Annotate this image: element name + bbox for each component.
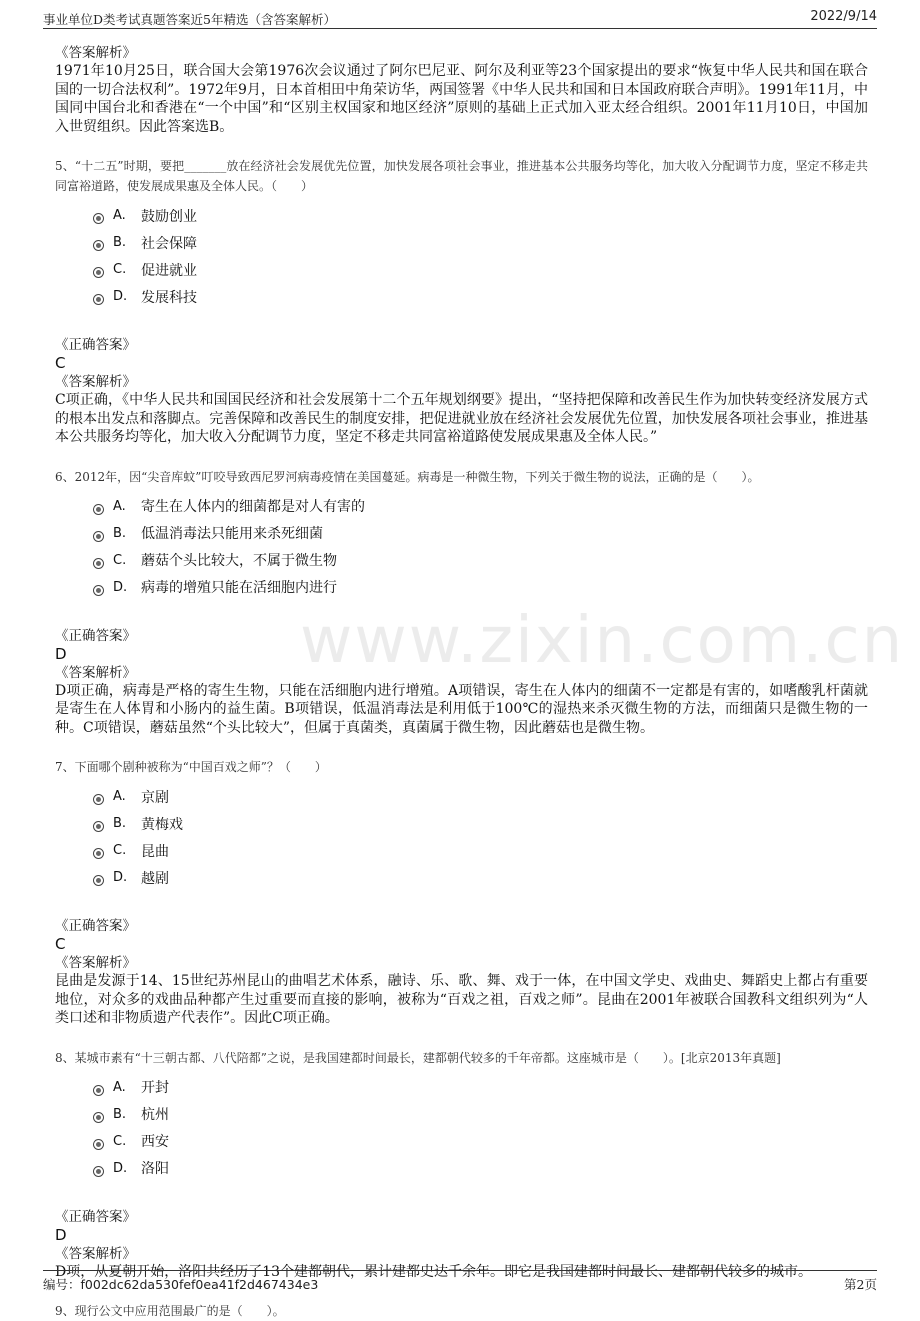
- analysis-label: 《答案解析》: [55, 955, 136, 971]
- analysis-text: D项正确，病毒是严格的寄生生物，只能在活细胞内进行增殖。A项错误，寄生在人体内的细菌不一定都是有害的，如嗜酸乳杆菌就是寄生在人体胃和小肠内的益生菌。B项错误，低温消毒法是利用低于100℃的湿热来杀灭微生物的方法，而细菌只是微生物的一种。C项错误，蘑菇虽然“个头比较大”，但属于真菌类，真菌属于微生物，因此蘑菇也是微生物。: [55, 682, 868, 736]
- option-a[interactable]: A. 开封: [93, 1074, 868, 1101]
- correct-answer-label: 《正确答案》: [55, 1208, 136, 1225]
- question-block-8: [55, 1048, 868, 1282]
- radio-icon[interactable]: [93, 1139, 104, 1150]
- radio-icon[interactable]: [93, 585, 104, 596]
- analysis-text: 昆曲是发源于14、15世纪苏州昆山的曲唱艺术体系，融诗、乐、歌、舞、戏于一体，在中国文学史、戏曲史、舞蹈史上都占有重要地位，对众多的戏曲品种都产生过重要而直接的影响，被称为“百戏之祖，百戏之师”。昆曲在2001年被联合国教科文组织列为“人类口述和非物质遗产代表作”。因此C项正确。: [55, 973, 868, 1026]
- option-text: 黄梅戏: [141, 816, 183, 833]
- option-text: 越剧: [141, 870, 169, 887]
- option-c[interactable]: C. 西安: [93, 1128, 868, 1155]
- option-c[interactable]: C. 促进就业: [93, 256, 868, 283]
- page-header: [43, 6, 877, 29]
- watermark: www.zixin.com.cn: [300, 604, 905, 678]
- option-list: [93, 202, 868, 310]
- option-text: 发展科技: [141, 289, 197, 306]
- radio-icon[interactable]: [93, 1112, 104, 1123]
- option-text: 鼓励创业: [141, 208, 197, 225]
- option-c[interactable]: C. 蘑菇个头比较大，不属于微生物: [93, 547, 868, 574]
- option-text: 蘑菇个头比较大，不属于微生物: [141, 553, 337, 569]
- question-text: 7、下面哪个剧种被称为“中国百戏之师”？（ ）: [55, 760, 327, 774]
- question-block-6: [55, 467, 868, 738]
- page-footer: [43, 1270, 877, 1293]
- radio-icon[interactable]: [93, 848, 104, 859]
- option-text: 京剧: [141, 789, 169, 806]
- document-code: [43, 1275, 318, 1293]
- correct-answer-label: 《正确答案》: [55, 337, 136, 353]
- question-text: 5、“十二五”时期，要把_______放在经济社会发展优先位置，加快发展各项社会事业，推进基本公共服务均等化，加大收入分配调节力度，坚定不移走共同富裕道路，使发展成果惠及全体人民。（ ）: [55, 159, 868, 193]
- option-text: 昆曲: [141, 843, 169, 860]
- radio-icon[interactable]: [93, 821, 104, 832]
- option-b[interactable]: B. 杭州: [93, 1101, 868, 1128]
- correct-answer: D: [55, 1225, 67, 1244]
- radio-icon[interactable]: [93, 504, 104, 515]
- prev-analysis-text: 1971年10月25日，联合国大会第1976次会议通过了阿尔巴尼亚、阿尔及利亚等23个国家提出的要求“恢复中华人民共和国在联合国的一切合法权利”。1972年9月，日本首相田中角荣访华，两国签署《中华人民共和国和日本国政府联合声明》。1991年11月，中国同中国台北和香港在“一个中国”和“区别主权国家和地区经济”原则的基础上正式加入亚太经合组织。2001年11月10日，中国加入世贸组织。因此答案选B。: [55, 63, 868, 135]
- radio-icon[interactable]: [93, 240, 104, 251]
- option-text: 促进就业: [141, 262, 197, 279]
- question-block-7: [55, 757, 868, 1028]
- option-b[interactable]: B. 低温消毒法只能用来杀死细菌: [93, 520, 868, 547]
- option-text: 西安: [141, 1134, 169, 1150]
- document-title: 事业单位D类考试真题答案近5年精选（含答案解析）: [43, 12, 336, 27]
- option-b[interactable]: B. 黄梅戏: [93, 810, 868, 837]
- radio-icon[interactable]: [93, 1166, 104, 1177]
- correct-answer: C: [55, 935, 66, 953]
- document-date: 2022/9/14: [810, 9, 877, 24]
- radio-icon[interactable]: [93, 875, 104, 886]
- radio-icon[interactable]: [93, 294, 104, 305]
- question-text-9: 9、现行公文中应用范围最广的是（ ）。: [55, 1304, 285, 1318]
- option-list: [93, 493, 868, 601]
- analysis-label: 《答案解析》: [55, 664, 136, 681]
- option-d[interactable]: D. 发展科技: [93, 283, 868, 310]
- analysis-label: 《答案解析》: [55, 45, 136, 61]
- correct-answer: C: [55, 354, 66, 372]
- option-text: 杭州: [141, 1107, 169, 1123]
- option-c[interactable]: C. 昆曲: [93, 837, 868, 864]
- option-d[interactable]: D. 病毒的增殖只能在活细胞内进行: [93, 574, 868, 601]
- radio-icon[interactable]: [93, 267, 104, 278]
- correct-answer-label: 《正确答案》: [55, 627, 136, 644]
- question-block-5: [55, 156, 868, 447]
- option-list: [93, 1074, 868, 1182]
- option-list: [93, 783, 868, 891]
- option-text: 病毒的增殖只能在活细胞内进行: [141, 580, 337, 596]
- question-text: 8、某城市素有“十三朝古都、八代陪都”之说，是我国建都时间最长，建都朝代较多的千年帝都。这座城市是（ ）。[北京2013年真题]: [55, 1050, 781, 1065]
- radio-icon[interactable]: [93, 531, 104, 542]
- page-number: 第2页: [844, 1277, 877, 1292]
- option-b[interactable]: B. 社会保障: [93, 229, 868, 256]
- option-text: 寄生在人体内的细菌都是对人有害的: [141, 499, 365, 515]
- option-text: 开封: [141, 1080, 169, 1096]
- page-content: [55, 44, 868, 1321]
- analysis-text: D项，从夏朝开始，洛阳共经历了13个建都朝代，累计建都史达千余年。即它是我国建都时间最长、建都朝代较多的城市。: [55, 1263, 813, 1280]
- code-label: 编号：: [43, 1277, 81, 1292]
- radio-icon[interactable]: [93, 558, 104, 569]
- option-d[interactable]: D. 越剧: [93, 864, 868, 891]
- analysis-label: 《答案解析》: [55, 374, 136, 390]
- analysis-text: C项正确，《中华人民共和国国民经济和社会发展第十二个五年规划纲要》提出，“坚持把保障和改善民生作为加快转变经济发展方式的根本出发点和落脚点。完善保障和改善民生的制度安排，把促进就业放在经济社会发展优先位置，加快发展各项社会事业，推进基本公共服务均等化，加大收入分配调节力度，坚定不移走共同富裕道路使发展成果惠及全体人民。”: [55, 392, 868, 445]
- option-text: 洛阳: [141, 1161, 169, 1177]
- correct-answer-label: 《正确答案》: [55, 918, 136, 934]
- option-a[interactable]: A. 寄生在人体内的细菌都是对人有害的: [93, 493, 868, 520]
- code-value: f002dc62da530fef0ea41f2d467434e3: [80, 1277, 319, 1292]
- correct-answer: D: [55, 644, 67, 663]
- option-text: 社会保障: [141, 235, 197, 252]
- radio-icon[interactable]: [93, 1085, 104, 1096]
- option-a[interactable]: A. 鼓励创业: [93, 202, 868, 229]
- question-text: 6、2012年，因“尖音库蚊”叮咬导致西尼罗河病毒疫情在美国蔓延。病毒是一种微生物，下列关于微生物的说法，正确的是（ ）。: [55, 469, 760, 484]
- option-d[interactable]: D. 洛阳: [93, 1155, 868, 1182]
- option-a[interactable]: A. 京剧: [93, 783, 868, 810]
- analysis-label: 《答案解析》: [55, 1245, 136, 1262]
- radio-icon[interactable]: [93, 213, 104, 224]
- option-text: 低温消毒法只能用来杀死细菌: [141, 526, 323, 542]
- radio-icon[interactable]: [93, 794, 104, 805]
